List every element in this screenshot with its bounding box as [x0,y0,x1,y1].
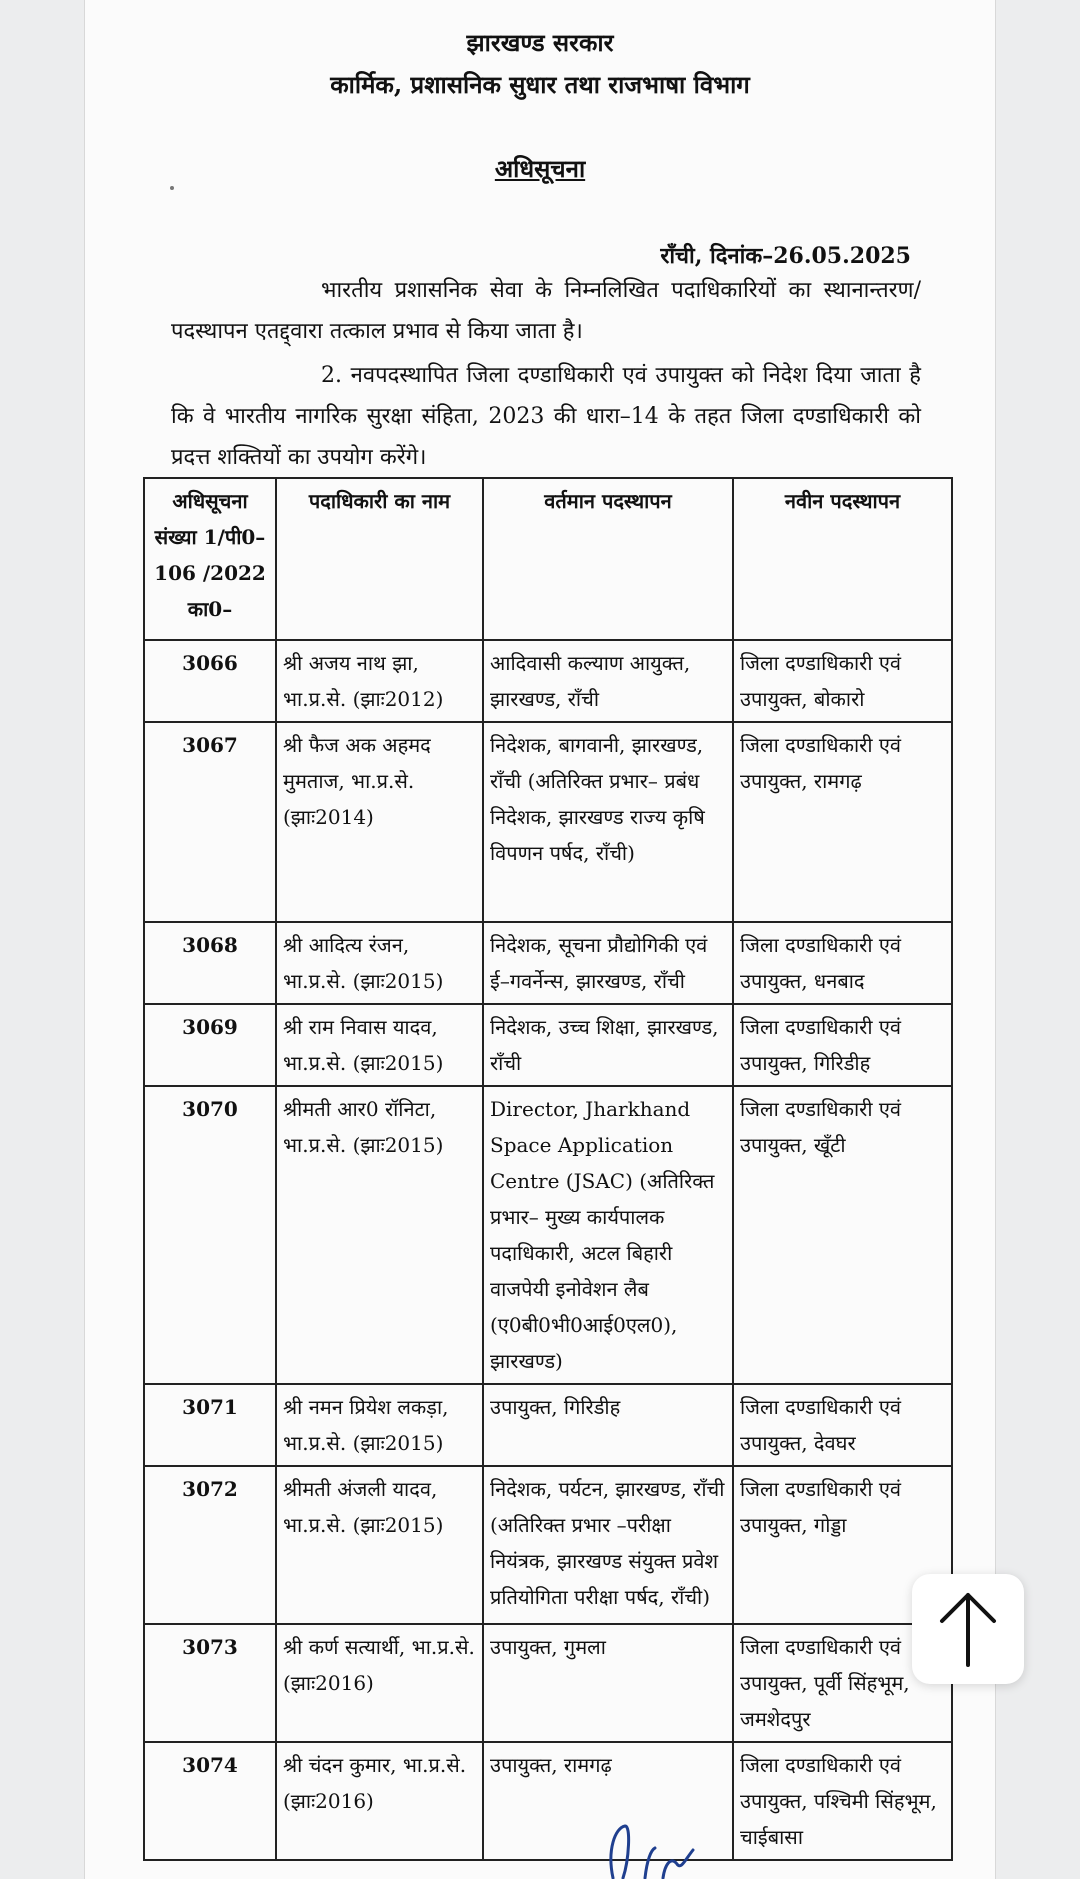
current-posting: Director, Jharkhand Space Application Centre (JSAC) (अतिरिक्त प्रभार– मुख्य कार्यपालक पदाधिकारी, अटल बिहारी वाजपेयी इनोवेशन लैब (ए0बी0भी0आई0एल0), झारखण्ड) [483,1086,733,1384]
table-row [144,722,952,922]
table-row [144,1086,952,1384]
new-posting: जिला दण्डाधिकारी एवं उपायुक्त, धनबाद [733,922,952,1004]
table-row [144,1384,952,1466]
current-posting: निदेशक, बागवानी, झारखण्ड, राँची (अतिरिक्त प्रभार– प्रबंध निदेशक, झारखण्ड राज्य कृषि विपणन पर्षद, राँची) [483,722,733,922]
table-header-row [144,478,952,640]
table-row [144,1624,952,1742]
current-posting: निदेशक, उच्च शिक्षा, झारखण्ड, राँची [483,1004,733,1086]
paragraph-transfer-notice: भारतीय प्रशासनिक सेवा के निम्नलिखित पदाधिकारियों का स्थानान्तरण/ पदस्थापन एतद्द्वारा तत्काल प्रभाव से किया जाता है। [171,278,921,344]
new-posting: जिला दण्डाधिकारी एवं उपायुक्त, रामगढ़ [733,722,952,922]
new-posting: जिला दण्डाधिकारी एवं उपायुक्त, देवघर [733,1384,952,1466]
new-posting: जिला दण्डाधिकारी एवं उपायुक्त, बोकारो [733,640,952,722]
new-posting: जिला दण्डाधिकारी एवं उपायुक्त, गिरिडीह [733,1004,952,1086]
table-row [144,1466,952,1624]
new-posting: जिला दण्डाधिकारी एवं उपायुक्त, खूँटी [733,1086,952,1384]
header-new-posting: नवीन पदस्थापन [733,478,952,640]
new-posting: जिला दण्डाधिकारी एवं उपायुक्त, पश्चिमी सिंहभूम, चाईबासा [733,1742,952,1860]
current-posting: उपायुक्त, रामगढ़ [483,1742,733,1860]
scan-speck [170,186,174,190]
officer-name: श्री नमन प्रियेश लकड़ा, भा.प्र.से. (झाः2015) [276,1384,483,1466]
scroll-to-top-button[interactable] [912,1574,1024,1684]
notification-number: 3074 [144,1742,276,1860]
notification-number: 3066 [144,640,276,722]
current-posting: निदेशक, सूचना प्रौद्योगिकी एवं ई–गवर्नेन्स, झारखण्ड, राँची [483,922,733,1004]
transfer-order-table [143,477,953,1861]
current-posting: निदेशक, पर्यटन, झारखण्ड, राँची (अतिरिक्त प्रभार –परीक्षा नियंत्रक, झारखण्ड संयुक्त प्रवेश प्रतियोगिता परीक्षा पर्षद, राँची) [483,1466,733,1624]
officer-name: श्रीमती आर0 रॉनिटा, भा.प्र.से. (झाः2015) [276,1086,483,1384]
officer-name: श्री अजय नाथ झा, भा.प्र.से. (झाः2012) [276,640,483,722]
notification-page [84,0,996,1879]
place-date: राँची, दिनांक–26.05.2025 [660,243,911,269]
new-posting: जिला दण्डाधिकारी एवं उपायुक्त, गोड्डा [733,1466,952,1624]
table-row [144,1742,952,1860]
officer-name: श्री चंदन कुमार, भा.प्र.से. (झाः2016) [276,1742,483,1860]
officer-name: श्री राम निवास यादव, भा.प्र.से. (झाः2015) [276,1004,483,1086]
notification-number: 3073 [144,1624,276,1742]
department-title: कार्मिक, प्रशासनिक सुधार तथा राजभाषा विभाग [330,70,750,99]
notification-number: 3072 [144,1466,276,1624]
officer-name: श्री आदित्य रंजन, भा.प्र.से. (झाः2015) [276,922,483,1004]
notification-number: 3069 [144,1004,276,1086]
officer-name: श्री कर्ण सत्यार्थी, भा.प्र.से. (झाः2016) [276,1624,483,1742]
notification-number: 3067 [144,722,276,922]
table-row [144,640,952,722]
officer-name: श्री फैज अक अहमद मुमताज, भा.प्र.से. (झाः2014) [276,722,483,922]
document-type-heading: अधिसूचना [494,154,586,183]
arrow-up-icon [936,1589,1000,1669]
notification-number: 3068 [144,922,276,1004]
current-posting: उपायुक्त, गुमला [483,1624,733,1742]
header-notification-number: अधिसूचना संख्या 1/पी0–106 /2022 का0– [144,478,276,640]
notification-number: 3071 [144,1384,276,1466]
header-current-posting: वर्तमान पदस्थापन [483,478,733,640]
notification-number: 3070 [144,1086,276,1384]
table-row [144,922,952,1004]
new-posting: जिला दण्डाधिकारी एवं उपायुक्त, पूर्वी सिंहभूम, जमशेदपुर [733,1624,952,1742]
government-title: झारखण्ड सरकार [466,28,614,57]
officer-name: श्रीमती अंजली यादव, भा.प्र.से. (झाः2015) [276,1466,483,1624]
signature-scribble [605,1820,705,1879]
header-officer-name: पदाधिकारी का नाम [276,478,483,640]
table-row [144,1004,952,1086]
current-posting: आदिवासी कल्याण आयुक्त, झारखण्ड, राँची [483,640,733,722]
paragraph-directive: 2. नवपदस्थापित जिला दण्डाधिकारी एवं उपायुक्त को निदेश दिया जाता है कि वे भारतीय नागरिक सुरक्षा संहिता, 2023 की धारा–14 के तहत जिला दण्डाधिकारी को प्रदत्त शक्तियों का उपयोग करेंगे। [171,363,921,470]
current-posting: उपायुक्त, गिरिडीह [483,1384,733,1466]
